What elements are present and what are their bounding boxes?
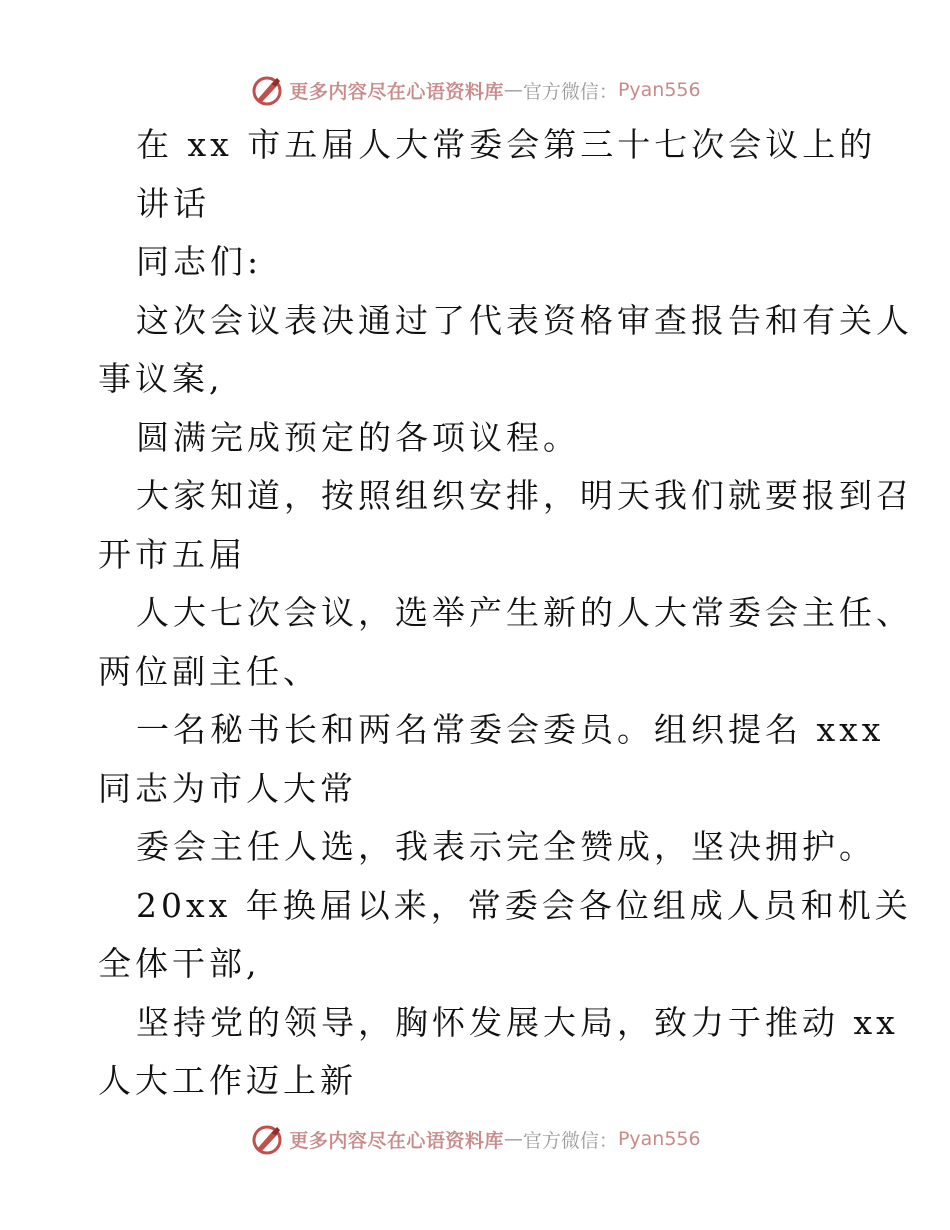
doc-title-line-2: 讲话: [136, 183, 210, 223]
banner-wechat-id: Pyan556: [617, 1128, 701, 1150]
header-banner: [0, 70, 950, 110]
doc-line: 20xx 年换届以来，常委会各位组成人员和机关: [136, 885, 912, 925]
doc-salutation: 同志们:: [136, 242, 263, 281]
doc-line: 全体干部,: [98, 944, 261, 983]
doc-line: 同志为市人大常: [98, 768, 357, 808]
document-body: [98, 116, 913, 1111]
pen-circle-logo-icon: [249, 72, 285, 108]
doc-line: 圆满完成预定的各项议程。: [136, 417, 580, 457]
banner-wechat-label: 官方微信：: [522, 1129, 618, 1152]
banner-dash: —: [503, 1128, 523, 1150]
banner-wechat-label: 官方微信：: [522, 80, 618, 103]
doc-line: 坚持党的领导，胸怀发展大局，致力于推动 xx: [136, 1002, 899, 1042]
doc-line: 两位副主任、: [98, 651, 320, 691]
doc-line: 开市五届: [98, 534, 246, 574]
doc-line: 委会主任人选，我表示完全赞成，坚决拥护。: [136, 827, 876, 866]
doc-title-line-1: 在 xx 市五届人大常委会第三十七次会议上的: [136, 125, 877, 164]
footer-banner: [0, 1119, 950, 1159]
doc-line: 一名秘书长和两名常委会委员。组织提名 xxx: [136, 710, 885, 749]
banner-wechat-id: Pyan556: [617, 79, 701, 101]
doc-line: 事议案,: [98, 359, 224, 398]
doc-line: 大家知道，按照组织安排，明天我们就要报到召: [136, 476, 913, 515]
pen-circle-logo-icon: [249, 1121, 285, 1157]
doc-line: 人大七次会议，选举产生新的人大常委会主任、: [136, 593, 913, 632]
banner-site-text: 更多内容尽在心语资料库: [289, 1129, 504, 1152]
doc-line: 这次会议表决通过了代表资格审查报告和有关人: [136, 300, 913, 340]
banner-dash: —: [503, 79, 523, 101]
doc-line: 人大工作迈上新: [98, 1061, 357, 1100]
banner-site-text: 更多内容尽在心语资料库: [289, 80, 504, 103]
